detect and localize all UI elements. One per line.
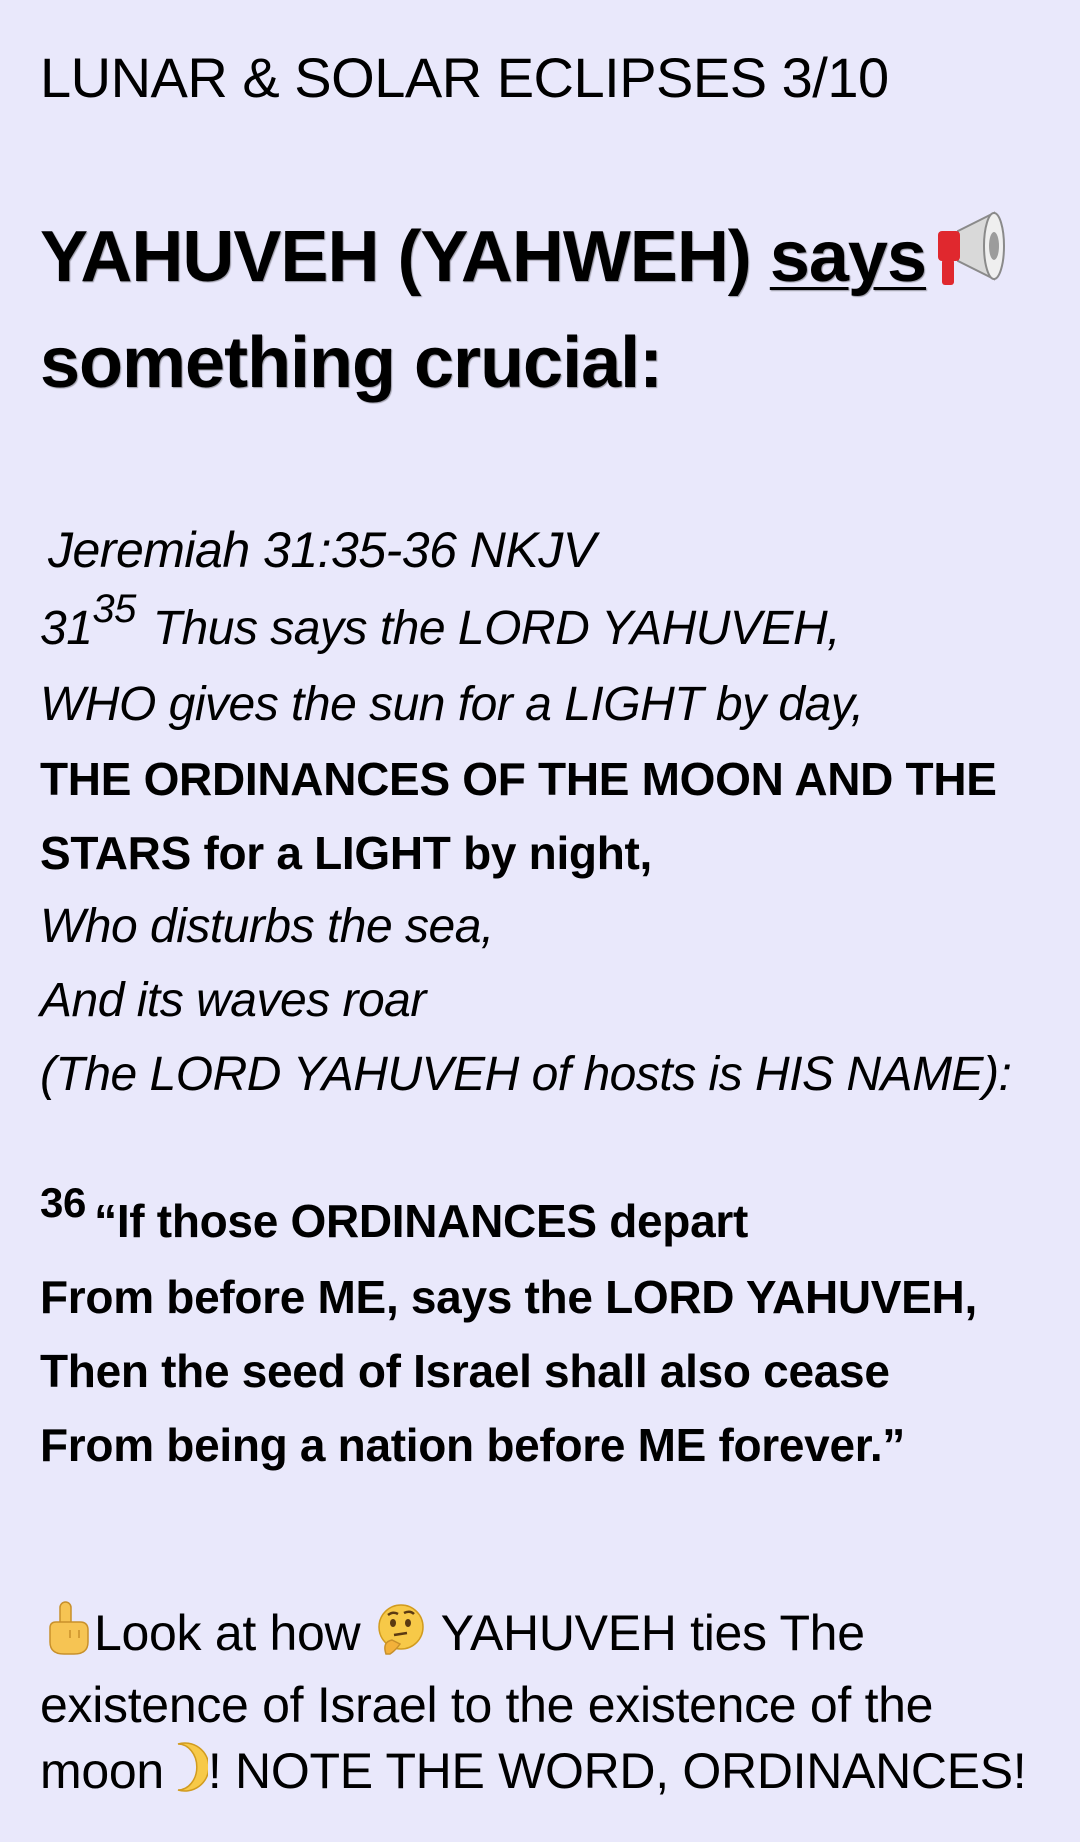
verse-35-line-4: STARS for a LIGHT by night, bbox=[40, 827, 653, 879]
verse-36-line-2: From before ME, says the LORD YAHUVEH, bbox=[40, 1271, 977, 1323]
verse-35-line-7: (The LORD YAHUVEH of hosts is HIS NAME): bbox=[40, 1048, 1012, 1101]
headline bbox=[40, 208, 1044, 412]
note-part-3: ! NOTE THE WORD, ORDINANCES! bbox=[207, 1743, 1027, 1799]
thinking-face-icon bbox=[374, 1602, 428, 1672]
verse-35-line-1: $31^{35}$ Thus says the LORD YAHUVEH, bbox=[40, 587, 840, 655]
chapter-number: 31 bbox=[40, 602, 93, 655]
header-title: LUNAR & SOLAR ECLIPSES 3/10 bbox=[40, 46, 889, 109]
verse-36 bbox=[40, 1179, 1044, 1482]
verse-36-line-4: From being a nation before ME forever.” bbox=[40, 1419, 905, 1471]
verse-35-line-5: Who disturbs the sea, bbox=[40, 900, 494, 953]
megaphone-icon bbox=[928, 209, 1012, 314]
headline-says: says bbox=[769, 217, 926, 297]
verse-number-36: 36 bbox=[40, 1179, 87, 1226]
verse-35-line-2: WHO gives the sun for a LIGHT by day, bbox=[40, 678, 864, 731]
verse-35 bbox=[40, 587, 1044, 1112]
verse-35-line-3: THE ORDINANCES OF THE MOON AND THE bbox=[40, 753, 997, 805]
verse-spacer bbox=[40, 1112, 1044, 1178]
note-part-1: Look at how bbox=[94, 1605, 361, 1661]
verse-36-line-3: Then the seed of Israel shall also cease bbox=[40, 1345, 890, 1397]
pointing-hand-icon bbox=[40, 1600, 94, 1672]
headline-name: YAHUVEH (YAHWEH) bbox=[40, 217, 751, 297]
scripture-reference: Jeremiah 31:35-36 NKJV bbox=[48, 522, 596, 578]
verse-number-35: 35 bbox=[92, 587, 136, 631]
headline-line2: something crucial: bbox=[40, 323, 663, 403]
verse-36-line-1: 36 “If those ORDINANCES depart bbox=[40, 1179, 748, 1247]
commentary-note bbox=[40, 1600, 1044, 1810]
verse-35-line-6: And its waves roar bbox=[40, 974, 426, 1027]
crescent-moon-icon bbox=[164, 1740, 208, 1810]
note-part-2: YAHUVEH ties The existence of Israel to the existence of the moon bbox=[40, 1605, 934, 1799]
post-header bbox=[40, 38, 1044, 118]
